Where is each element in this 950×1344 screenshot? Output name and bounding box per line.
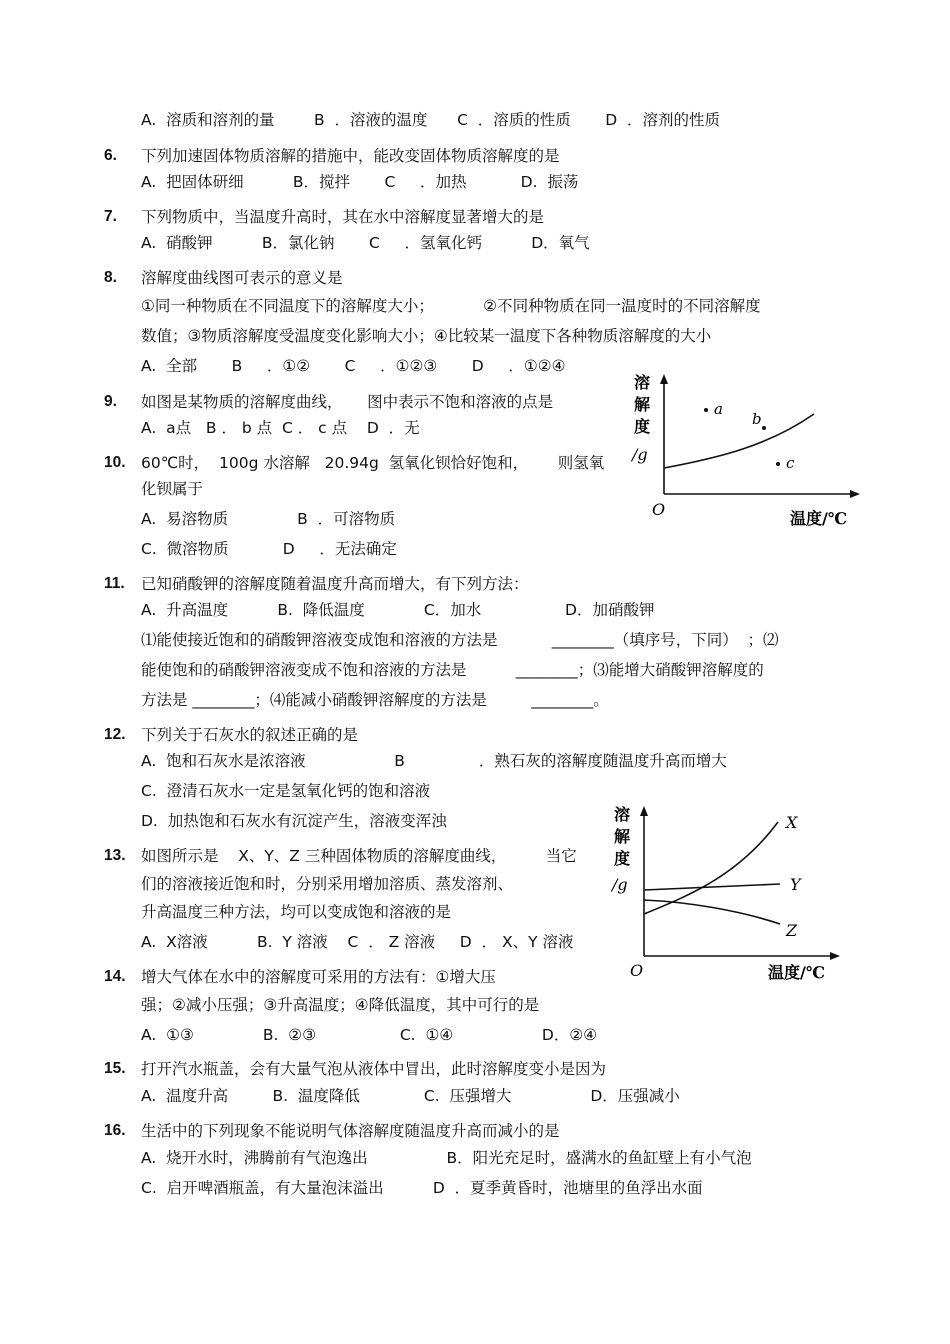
- option-line: C. 澄清石灰水一定是氢氧化钙的饱和溶液: [141, 782, 431, 800]
- origin-label: O: [652, 500, 666, 519]
- y-axis-arrow: [660, 374, 668, 384]
- question-text: 增大气体在水中的溶解度可采用的方法有：①增大压: [141, 968, 496, 986]
- option-line: A. 全部 B ．①② C ．①②③ D ．①②④: [141, 357, 566, 375]
- option-line: C. 启开啤酒瓶盖，有大量泡沫溢出 D ．夏季黄昏时，池塘里的鱼浮出水面: [141, 1179, 703, 1197]
- x-axis-arrow: [830, 952, 840, 960]
- question-text: 化钡属于: [141, 480, 204, 498]
- question-text: 如图所示是 X、Y、Z 三种固体物质的溶解度曲线， 当它: [141, 847, 577, 865]
- origin-label: O: [630, 961, 644, 980]
- option-line: A. 温度升高 B. 温度降低 C. 压强增大 D．压强减小: [141, 1087, 680, 1105]
- question-text: 方法是 ________；⑷能减小硝酸钾溶解度的方法是 ________。: [141, 691, 609, 709]
- y-axis-label-char: 解: [614, 827, 631, 846]
- x-axis-label: 温度/℃: [790, 509, 848, 528]
- question-number: 6.: [104, 147, 117, 164]
- question-number: 16.: [104, 1122, 126, 1139]
- y-axis-label-char: 溶: [634, 373, 651, 392]
- option-line: A. 溶质和溶剂的量 B ．溶液的温度 C ．溶质的性质 D ．溶剂的性质: [141, 111, 721, 129]
- question-number: 11.: [104, 575, 125, 592]
- point-label-c: c: [786, 454, 795, 472]
- point-a: [704, 408, 708, 412]
- y-axis-label-unit: /g: [632, 445, 648, 464]
- curve-label-Y: Y: [790, 875, 801, 894]
- option-line: A. 把固体研细 B．搅拌 C ．加热 D. 振荡: [141, 173, 579, 191]
- question-text: 如图是某物质的溶解度曲线， 图中表示不饱和溶液的点是: [141, 393, 554, 411]
- question-number: 7.: [104, 208, 117, 225]
- question-number: 15.: [104, 1060, 126, 1077]
- question-number: 14.: [104, 968, 126, 985]
- question-text: 数值；③物质溶解度受温度变化影响大小；④比较某一温度下各种物质溶解度的大小: [141, 327, 712, 345]
- question-text: 能使饱和的硝酸钾溶液变成不饱和溶液的方法是 ________；⑶能增大硝酸钾溶解度的: [141, 661, 764, 679]
- option-line: D. 加热饱和石灰水有沉淀产生，溶液变浑浊: [141, 812, 447, 830]
- y-axis-label-char: 度: [614, 849, 631, 868]
- option-line: A. a点 B ． b 点 C ． c 点 D ．无: [141, 419, 420, 437]
- question-text: 溶解度曲线图可表示的意义是: [141, 269, 343, 287]
- y-axis-label-char: 度: [634, 417, 651, 436]
- curve-Y: [644, 884, 780, 890]
- question-number: 8.: [104, 269, 117, 286]
- point-c: [776, 462, 780, 466]
- question-text: 下列关于石灰水的叙述正确的是: [141, 726, 359, 744]
- y-axis-arrow: [640, 806, 648, 816]
- question-text: ⑴能使接近饱和的硝酸钾溶液变成饱和溶液的方法是 ________（填序号，下同） ；⑵: [141, 631, 779, 649]
- question-text: 们的溶液接近饱和时，分别采用增加溶质、蒸发溶剂、: [141, 875, 514, 893]
- solubility-figure-2: [608, 796, 844, 992]
- question-text: 生活中的下列现象不能说明气体溶解度随温度升高而减小的是: [141, 1122, 560, 1140]
- option-line: A. 升高温度 B. 降低温度 C．加水 D．加硝酸钾: [141, 601, 655, 619]
- question-number: 10.: [104, 454, 126, 471]
- point-b: [762, 426, 766, 430]
- point-label-a: a: [714, 400, 723, 418]
- option-line: A. 硝酸钾 B．氯化钠 C ．氢氧化钙 D．氧气: [141, 234, 590, 252]
- y-axis-label-unit: /g: [612, 875, 628, 894]
- option-line: A. 烧开水时，沸腾前有气泡逸出 B．阳光充足时，盛满水的鱼缸壁上有小气泡: [141, 1149, 752, 1167]
- question-text: 强；②减小压强；③升高温度；④降低温度，其中可行的是: [141, 996, 540, 1014]
- y-axis-label-char: 溶: [614, 805, 631, 824]
- question-number: 12.: [104, 726, 126, 743]
- option-line: C. 微溶物质 D ．无法确定: [141, 540, 397, 558]
- question-text: 下列加速固体物质溶解的措施中，能改变固体物质溶解度的是: [141, 147, 560, 165]
- curve-label-Z: Z: [786, 921, 798, 940]
- curve-X: [644, 822, 778, 914]
- question-text: 打开汽水瓶盖，会有大量气泡从液体中冒出，此时溶解度变小是因为: [141, 1060, 607, 1078]
- question-text: ①同一种物质在不同温度下的溶解度大小； ②不同种物质在同一温度时的不同溶解度: [141, 297, 761, 315]
- option-line: A. 饱和石灰水是浓溶液 B ．熟石灰的溶解度随温度升高而增大: [141, 752, 727, 770]
- question-text: 已知硝酸钾的溶解度随着温度升高而增大，有下列方法：: [141, 575, 529, 593]
- option-line: A. X溶液 B. Y 溶液 C ． Z 溶液 D ． X、Y 溶液: [141, 933, 574, 951]
- curve-label-X: X: [786, 813, 798, 832]
- question-text: 升高温度三种方法，均可以变成饱和溶液的是: [141, 903, 452, 921]
- question-text: 下列物质中，当温度升高时，其在水中溶解度显著增大的是: [141, 208, 545, 226]
- y-axis-label-char: 解: [634, 395, 651, 414]
- solubility-figure-1: [628, 368, 864, 530]
- point-label-b: b: [752, 410, 762, 428]
- option-line: A. ①③ B. ②③ C. ①④ D．②④: [141, 1026, 598, 1044]
- option-line: A. 易溶物质 B ．可溶物质: [141, 510, 396, 528]
- curve-Z: [644, 900, 780, 924]
- x-axis-label: 温度/℃: [768, 963, 826, 982]
- question-text: 60℃时， 100g 水溶解 20.94g 氢氧化钡恰好饱和， 则氢氧: [141, 454, 605, 472]
- question-number: 13.: [104, 847, 126, 864]
- x-axis-arrow: [850, 490, 860, 498]
- question-number: 9.: [104, 393, 117, 410]
